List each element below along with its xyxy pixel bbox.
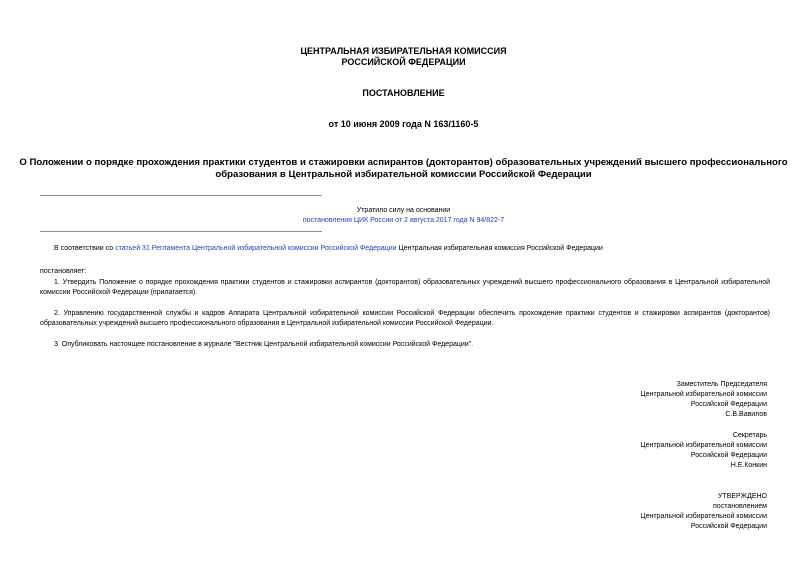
resolves-label: постановляет: [40,268,87,275]
secretary-org: Центральной избирательной комиссии [640,442,767,449]
deputy-signature-block [467,380,767,420]
secretary-country: Российской Федерации [690,452,767,459]
divider-top [40,195,322,196]
secretary-position: Секретарь [732,432,767,439]
document-date-number: от 10 июня 2009 года N 163/1160-5 [328,119,479,129]
secretary-signature-block [467,431,767,471]
regulation-article-link[interactable]: статьей 31 Регламента Центральной избирательной комиссии Российской Федерации [115,245,397,252]
status-note-link[interactable]: постановления ЦИК России от 2 августа 2017 года N 94/822-7 [302,217,505,224]
document-title-line1: О Положении о порядке прохождения практики студентов и стажировки аспирантов (докторантов) образовательных учреждений высшего профессионального [19,157,788,168]
resolution-item-2: 2. Управлению государственной службы и кадров Аппарата Центральной избирательной комиссии Российской Федерации обеспечить прохождение практики студентов и стажировки аспирантов (докторантов) образовательных учреждений высшего профессионального образования в Центральной избирательной комиссии Российской Федерации. [40,310,770,327]
org-name-line1: ЦЕНТРАЛЬНАЯ ИЗБИРАТЕЛЬНАЯ КОМИССИЯ [300,46,507,56]
deputy-position: Заместитель Председателя [676,381,767,388]
status-note-text: Утратило силу на основании [356,207,451,214]
document-type: ПОСТАНОВЛЕНИЕ [362,88,445,98]
preamble-suffix: Центральная избирательная комиссия Российской Федерации [396,245,603,252]
preamble-prefix: В соответствии со [54,245,116,252]
org-name-line2: РОССИЙСКОЙ ФЕДЕРАЦИИ [341,57,466,67]
divider-bottom [40,231,322,232]
deputy-org: Центральной избирательной комиссии [640,391,767,398]
approval-block [467,492,767,532]
deputy-name: С.В.Вавилов [725,411,767,418]
preamble-paragraph [40,244,770,254]
approval-country: Российской Федерации [690,523,767,530]
document-title-line2: образования в Центральной избирательной комиссии Российской Федерации [215,169,592,180]
approval-org: Центральной избирательной комиссии [640,513,767,520]
approval-by: постановлением [713,503,767,510]
deputy-country: Российской Федерации [690,401,767,408]
secretary-name: Н.Е.Конкин [730,462,767,469]
approval-heading: УТВЕРЖДЕНО [717,493,767,500]
resolution-item-3: 3. Опубликовать настоящее постановление в журнале "Вестник Центральной избирательной комиссии Российской Федерации". [54,341,474,348]
resolution-item-1: 1. Утвердить Положение о порядке прохождения практики студентов и стажировки аспирантов (докторантов) образовательных учреждений высшего профессионального образования в Центральной избирательной комиссии Российской Федерации (прилагается). [40,279,770,296]
